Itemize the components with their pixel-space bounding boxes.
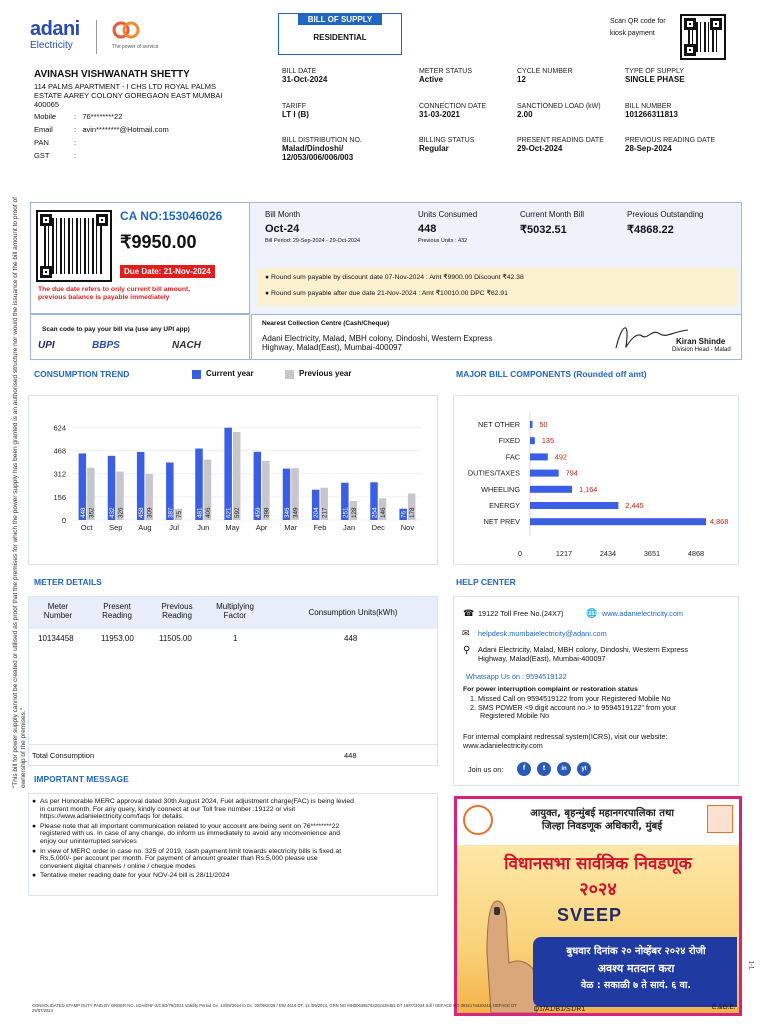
brand-sub: Electricity — [30, 40, 73, 51]
component-value: 492 — [554, 452, 567, 462]
tollfree-number[interactable]: 19122 Toll Free No.(24X7) — [478, 609, 564, 618]
billing-status: Regular — [419, 144, 449, 153]
previous-outstanding: ₹4868.22 — [627, 224, 674, 236]
bar-label-previous: 592 — [234, 507, 242, 518]
message-line: In view of MERC order in case no. 325 of 2019, cash payment limit towards electricity bills is fixed at — [40, 847, 342, 855]
component-bar — [530, 502, 618, 509]
y-tick-label: 156 — [53, 492, 66, 502]
consumption-trend-chart — [30, 396, 436, 562]
message-item — [32, 872, 436, 880]
election-date-block — [537, 943, 735, 994]
billing-status-label: BILLING STATUS — [419, 137, 475, 144]
help-address-2: Highway, Malad(East), Mumbai-400097 — [478, 653, 606, 663]
y-tick-label: 0 — [61, 516, 66, 525]
round-sum-dpc: Round sum payable after due date 21-Nov-2024 : Amt ₹10010.00 DPC ₹62.91 — [271, 290, 508, 297]
bar-label-current: 459 — [254, 507, 262, 518]
x-tick-label: Aug — [138, 523, 152, 532]
bar-label-current: 448 — [79, 507, 87, 518]
x-tick-label: Oct — [80, 523, 93, 532]
tagline: The power of service — [112, 44, 159, 50]
bar-label-previous: 352 — [88, 507, 96, 518]
globe-icon: 🌐 — [586, 608, 598, 618]
meter-status: Active — [419, 75, 444, 84]
eoe-note: E.&O.E. — [712, 1004, 736, 1011]
total-consumption: 448 — [344, 751, 357, 760]
bill-date: 31-Oct-2024 — [282, 75, 328, 84]
icrs-line-2: www.adanielectricity.com — [463, 740, 543, 750]
help-address — [478, 646, 688, 663]
bar-label-previous: 349 — [292, 507, 300, 518]
meter-details-title: METER DETAILS — [34, 577, 102, 587]
legend-previous-label: Previous year — [299, 369, 352, 378]
message-bullet-icon: ● — [32, 798, 37, 805]
bill-components-chart — [454, 396, 738, 564]
scan-to-pay-text: Scan code to pay your bill via (use any UPI app) — [42, 326, 190, 333]
bar-label-current: 254 — [371, 507, 379, 518]
legend-previous-swatch — [285, 370, 294, 379]
bar-label-current: 432 — [109, 507, 116, 518]
page-number: 1-1 — [747, 960, 754, 970]
phone-icon: ☎ — [463, 608, 475, 618]
due-note-2: previous balance is payable immediately — [38, 294, 170, 301]
total-amount: ₹9950.00 — [120, 232, 197, 252]
component-value: 4,868 — [710, 517, 729, 527]
message-line: enjoy our uninterrupted services — [40, 837, 137, 845]
total-consumption-label: Total Consumption — [32, 751, 95, 760]
bill-date-label: BILL DATE — [282, 68, 317, 75]
x-tick-label: Mar — [284, 523, 298, 532]
current-bill-block — [520, 210, 584, 236]
previous-units: Previous Units : 432 — [418, 238, 468, 244]
bar-label-previous: 128 — [350, 507, 358, 518]
bar-label-current: 251 — [342, 507, 350, 518]
message-item — [32, 798, 436, 821]
customer-name: AVINASH VISHWANATH SHETTY — [34, 69, 190, 80]
trend-title: CONSUMPTION TREND — [34, 369, 130, 379]
round-sum-discount: Round sum payable by discount date 07-Nov-2024 : Amt ₹9900.00 Discount ₹42.38 — [271, 274, 524, 281]
supply-type-label: TYPE OF SUPPLY — [625, 68, 684, 75]
message-line: registered with us. In case of any change, do inform us immediately to avoid any inconvenience and — [40, 830, 340, 838]
bar-label-current: 458 — [138, 507, 146, 518]
bill-month-label: Bill Month — [265, 210, 301, 219]
location-icon: ⚲ — [463, 645, 471, 656]
bar-label-previous: 326 — [117, 507, 125, 518]
message-line: As per Honorable MERC approval dated 30th August 2024, Fuel adjustment charge(FAC) is being levied — [40, 798, 354, 805]
bar-previous-year — [233, 432, 241, 520]
current-bill-label: Current Month Bill — [520, 210, 585, 219]
component-value: 794 — [565, 468, 578, 478]
previous-reading-date: 28-Sep-2024 — [625, 144, 672, 153]
sveep-logo: SVEEP — [557, 905, 623, 925]
signatory-name: Kiran Shinde — [676, 337, 726, 346]
collection-address-1: Adani Electricity, Malad, MBH colony, Dindoshi, Western Express — [262, 334, 493, 343]
component-label: WHEELING — [481, 484, 520, 494]
units-label: Units Consumed — [418, 210, 478, 219]
message-item — [32, 848, 436, 871]
component-label: FIXED — [498, 436, 520, 446]
x-tick-label: 2434 — [599, 549, 617, 558]
gst-label: GST — [34, 151, 50, 160]
bar-label-previous: 309 — [146, 507, 154, 518]
bill-type: RESIDENTIAL — [313, 33, 367, 42]
linkedin-icon[interactable]: in — [557, 762, 571, 776]
logo-divider — [96, 20, 97, 54]
connection-date: 31-03-2021 — [419, 110, 460, 119]
x-tick-label: May — [225, 523, 240, 532]
message-line: Rs.5,000/- per account per month. For payment of amount greater than Rs.5,000 please use — [40, 855, 318, 863]
message-line: Please note that all important communication related to your account are being sent on 76********22 — [40, 822, 340, 830]
email-value: avin********@Hotmail.com — [82, 125, 169, 134]
kiosk-text-1: Scan QR code for — [610, 18, 666, 25]
due-note — [38, 286, 190, 302]
x-tick-label: Sep — [109, 523, 123, 532]
icrs-text — [463, 733, 668, 750]
component-bar — [530, 453, 548, 460]
y-tick-label: 624 — [53, 423, 66, 433]
present-reading-date: 29-Oct-2024 — [517, 144, 563, 153]
side-legal-note: "This bill for power supply cannot be created or utilised as proof that the premises for which the power supply has been granted is an authorised structure nor would the issuance of the bill amount to proof of ownership of the premises." — [12, 197, 27, 788]
component-label: ENERGY — [489, 501, 520, 510]
sanctioned-load: 2.00 — [517, 110, 533, 119]
address-line-2: ESTATE AAREY COLONY GOREGAON EAST MUMBAI — [34, 91, 223, 100]
complaint-title: For power interruption complaint or restoration status — [463, 686, 638, 693]
election-year: २०२४ — [579, 879, 617, 900]
kiosk-text-2: kiosk payment — [610, 30, 655, 37]
x-tick-label: 4868 — [687, 549, 705, 558]
component-value: 135 — [541, 436, 555, 446]
help-center-title: HELP CENTER — [456, 577, 516, 587]
component-label: NET PREV — [483, 517, 520, 527]
component-value: 2,445 — [625, 501, 644, 510]
important-message-list — [32, 798, 436, 882]
election-advert — [454, 796, 742, 1016]
mail-icon: ✉ — [462, 628, 470, 638]
meter-header-consumption: Consumption Units(kWh) — [308, 608, 398, 617]
election-vote: अवश्य मतदान करा — [597, 962, 675, 975]
complaint-step-2a: 2. SMS POWER <9 digit account no.> to 9594519122" from your — [470, 702, 677, 712]
units-consumed: 448 — [418, 223, 437, 235]
collection-address — [262, 334, 492, 352]
mobile-value: 76********22 — [82, 112, 123, 121]
due-note-1: The due date refers to only current bill amount, — [38, 286, 191, 293]
bar-label-previous: 146 — [380, 507, 387, 518]
cycle-label: CYCLE NUMBER — [517, 68, 573, 75]
facebook-icon[interactable]: f — [517, 762, 531, 776]
meter-number: 10134458 — [38, 634, 74, 643]
bar-current-year — [224, 428, 232, 520]
pay-methods-panel — [30, 314, 250, 360]
upi-logo: UPI — [38, 340, 55, 351]
present-reading: 11953.00 — [101, 634, 134, 643]
x-tick-label: Jul — [169, 523, 179, 532]
icrs-line-1: For internal complaint redressal system(ICRS), visit our website: — [463, 732, 668, 741]
message-line: convenient digital channels / online / cheque modes — [40, 862, 196, 870]
consumption-units: 448 — [344, 634, 358, 643]
x-tick-label: Apr — [255, 523, 268, 532]
x-tick-label: 1217 — [555, 549, 573, 558]
bill-of-supply-title: BILL OF SUPPLY — [298, 14, 382, 25]
message-line: https://www.adanielectricity.com/faqs for details. — [40, 813, 184, 821]
email-label: Email — [34, 125, 53, 134]
voting-finger-image — [463, 893, 543, 1013]
connection-date-label: CONNECTION DATE — [419, 103, 487, 110]
due-date-badge: Due Date: 21-Nov-2024 — [120, 265, 215, 278]
bill-code: D1/A1/B1/S1/R1 — [534, 1006, 586, 1013]
meter-header-present: Present Reading — [102, 602, 132, 620]
message-item — [32, 823, 436, 846]
bill-number-label: BILL NUMBER — [625, 103, 672, 110]
election-headline: विधानसभा सार्वत्रिक निवडणूक — [504, 854, 692, 874]
x-tick-label: Feb — [313, 523, 327, 532]
bill-number: 101266311813 — [625, 110, 678, 119]
round-sum-notes: ● Round sum payable by discount date 07-Nov-2024 : Amt ₹9900.00 Discount ₹42.38 ● Round sum payable after due date 21-Nov-2024 : Amt ₹10010.00 DPC ₹62.91 — [257, 268, 737, 306]
component-bar — [530, 437, 535, 444]
units-block — [418, 210, 477, 244]
components-title: MAJOR BILL COMPONENTS (Rounded off amt) — [456, 369, 647, 379]
meter-total-divider — [29, 744, 437, 745]
sanctioned-load-label: SANCTIONED LOAD (kW) — [517, 103, 601, 110]
component-value: 1,164 — [579, 484, 598, 494]
previous-outstanding-label: Previous Outstanding — [627, 210, 704, 219]
kiosk-text — [610, 16, 666, 40]
component-label: FAC — [505, 452, 520, 462]
x-tick-label: Jun — [197, 523, 210, 532]
complaint-step-1: 1. Missed Call on 9594519122 from your Registered Mobile No — [470, 694, 671, 703]
bmc-logo — [707, 805, 733, 833]
message-bullet-icon: ● — [32, 872, 37, 880]
message-bullet-icon: ● — [32, 822, 37, 830]
bar-label-current: 621 — [225, 507, 233, 518]
youtube-icon[interactable]: yt — [577, 762, 591, 776]
collection-title: Nearest Collection Centre (Cash/Cheque) — [262, 320, 390, 327]
address-line-3: 400065 — [34, 100, 60, 109]
kiosk-qr-code[interactable] — [680, 14, 726, 60]
multiplying-factor: 1 — [233, 634, 238, 643]
election-logo — [463, 805, 493, 835]
complaint-step-2b: Registered Mobile No — [480, 711, 550, 720]
gq-icon — [112, 18, 140, 42]
tariff-label: TARIFF — [282, 103, 306, 110]
bar-label-current: 387 — [167, 507, 175, 518]
distribution-line-2: 12/053/006/006/003 — [282, 153, 354, 162]
bar-label-previous: 217 — [321, 507, 329, 518]
stamp-duty-note: CONSOLIDATED STAMP DUTY PAID BY ORDER NO. LOA/ENF-2/CSD/76/2024 Validity Period Ce. 13/09/2024 to Dc. 30/09/2026 / DW 4616 DT. 13 /09/2024, GRN NO MH006365763202426481 DT 18/07/2024,Sdl / DEFACE NO 0032174420242, DEFACE DT 29/07/2024 — [32, 1003, 517, 1013]
whatsapp-number[interactable]: Whatsapp Us on : 9594519122 — [466, 672, 567, 681]
supply-type: SINGLE PHASE — [625, 75, 685, 84]
previous-reading: 11505.00 — [159, 634, 192, 643]
election-time: वेळ : सकाळी ७ ते सायं. ६ वा. — [581, 980, 691, 991]
election-authority — [497, 807, 707, 833]
present-reading-date-label: PRESENT READING DATE — [517, 137, 604, 144]
bar-label-previous: 398 — [263, 507, 271, 518]
message-line: Tentative meter reading date for your NOV-24 bill is 28/11/2024 — [40, 872, 230, 880]
customer-block: AVINASH VISHWANATH SHETTY 114 PALMS APARTMENT - I CHS LTD ROYAL PALMS ESTATE AAREY COLONY GOREGAON EAST MUMBAI 400065 Mobile : 76********22 Email : avin********@Hotmail.com PAN : GST : — [34, 70, 274, 162]
bar-label-current: 481 — [196, 507, 204, 518]
x-tick-label: 3651 — [643, 549, 661, 558]
election-authority-1: आयुक्त, बृहन्मुंबई महानगरपालिका तथा — [530, 808, 674, 819]
helpdesk-email[interactable]: helpdesk.mumbaielectricity@adani.com — [478, 629, 607, 638]
nach-logo: NACH — [172, 340, 201, 351]
x-tick-label: Dec — [371, 523, 385, 532]
bar-label-previous: 178 — [409, 507, 417, 518]
address-line-1: 114 PALMS APARTMENT - I CHS LTD ROYAL PALMS — [34, 82, 216, 91]
complaint-steps — [470, 695, 738, 721]
signatory-role: Division Head - Malad — [672, 347, 731, 353]
election-authority-2: जिल्हा निवडणूक अधिकारी, मुंबई — [541, 821, 663, 832]
meter-header-number: Meter Number — [43, 602, 73, 620]
ca-number: CA NO:153046026 — [120, 209, 223, 223]
important-message-title: IMPORTANT MESSAGE — [34, 774, 129, 784]
payment-qr-code[interactable] — [36, 210, 112, 282]
bill-period: Bill Period: 29-Sep-2024 - 29-Oct-2024 — [265, 238, 361, 244]
join-us-label: Join us on: — [468, 765, 504, 774]
election-date: बुधवार दिनांक २० नोव्हेंबर २०२४ रोजी — [566, 946, 706, 957]
bill-of-supply-box — [278, 13, 402, 55]
legend-current-label: Current year — [206, 369, 254, 378]
x-tick-label: Jan — [343, 523, 356, 532]
collection-address-2: Highway, Malad(East), Mumbai-400097 — [262, 343, 402, 352]
bar-label-current: 346 — [284, 507, 291, 518]
component-bar — [530, 518, 706, 525]
component-label: NET OTHER — [477, 420, 520, 429]
message-line: in current month. For any query, kindly connect at our Toll free number :19122 or visit — [40, 805, 296, 813]
pan-label: PAN — [34, 138, 49, 147]
bar-label-current: 204 — [313, 507, 321, 518]
bill-month: Oct-24 — [265, 223, 300, 235]
previous-reading-date-label: PREVIOUS READING DATE — [625, 137, 716, 144]
tariff: LT I (B) — [282, 110, 309, 119]
y-tick-label: 312 — [53, 469, 66, 479]
help-address-1: Adani Electricity, Malad, MBH colony, Dindoshi, Western Express — [478, 645, 689, 654]
x-tick-label: Nov — [400, 523, 415, 532]
bill-month-block — [265, 210, 360, 244]
message-bullet-icon: ● — [32, 847, 37, 855]
component-bar — [530, 486, 572, 493]
component-bar — [530, 470, 559, 477]
power-of-service-logo — [112, 18, 172, 58]
component-label: DUTIES/TAXES — [467, 468, 520, 478]
bar-label-previous: 406 — [205, 507, 212, 518]
current-bill: ₹5032.51 — [520, 224, 567, 236]
meter-status-label: METER STATUS — [419, 68, 473, 75]
mobile-label: Mobile — [34, 112, 57, 121]
bar-label-previous: 75 — [175, 510, 183, 518]
distribution-line-1: Malad/Dindoshi/ — [282, 144, 344, 153]
website-link[interactable]: www.adanielectricity.com — [602, 609, 683, 618]
legend-current-swatch — [192, 370, 201, 379]
brand-name: adani — [30, 18, 80, 40]
x-tick-label: 0 — [517, 549, 523, 558]
adani-logo — [30, 18, 100, 58]
meter-header-factor: Multiplying Factor — [216, 602, 254, 620]
cycle-number: 12 — [517, 75, 526, 84]
bbps-logo: BBPS — [92, 340, 120, 351]
previous-outstanding-block — [627, 210, 704, 236]
component-value: 50 — [539, 420, 548, 429]
bar-label-current: 76 — [400, 510, 408, 518]
meter-header-previous: Previous Reading — [161, 602, 193, 620]
twitter-icon[interactable]: t — [537, 762, 551, 776]
component-bar — [530, 421, 533, 428]
distribution-label: BILL DISTRIBUTION NO. — [282, 137, 362, 144]
y-tick-label: 468 — [53, 446, 66, 456]
